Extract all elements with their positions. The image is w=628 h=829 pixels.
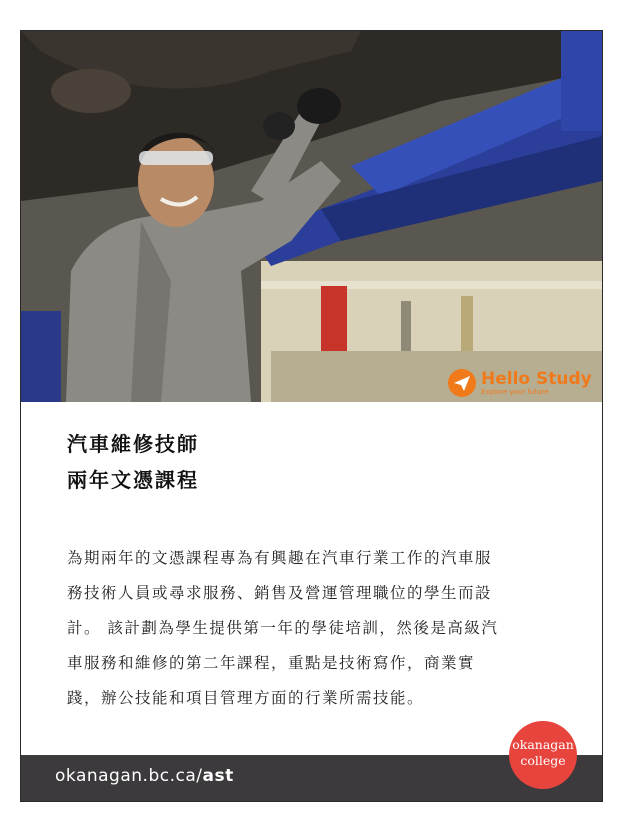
description-line: 車服務和維修的第二年課程，重點是技術寫作，商業實 <box>67 654 476 672</box>
watermark-tagline: Explore your future <box>481 388 549 396</box>
description-line: 務技術人員或尋求服務、銷售及營運管理職位的學生而設 <box>67 584 493 602</box>
program-title <box>67 426 199 498</box>
brochure-card <box>20 30 603 802</box>
description-line: 計。 該計劃為學生提供第一年的學徒培訓，然後是高級汽 <box>67 619 499 637</box>
hero-photo <box>21 31 602 402</box>
title-line-1: 汽車維修技師 <box>67 432 199 456</box>
watermark-brand: Hello Study <box>481 369 592 389</box>
hello-study-watermark <box>447 366 597 400</box>
mechanic-under-car-illustration <box>21 31 602 402</box>
url-prefix: okanagan.bc.ca/ <box>55 766 203 786</box>
website-link[interactable] <box>55 766 234 786</box>
description-line: 為期兩年的文憑課程專為有興趣在汽車行業工作的汽車服 <box>67 549 493 567</box>
title-line-2: 兩年文憑課程 <box>67 468 199 492</box>
paper-plane-icon <box>447 368 477 398</box>
logo-line-2: college <box>520 753 566 768</box>
logo-line-1: okanagan <box>512 737 574 752</box>
program-description <box>67 541 557 716</box>
description-line: 踐，辦公技能和項目管理方面的行業所需技能。 <box>67 689 425 707</box>
url-suffix: ast <box>202 766 234 786</box>
okanagan-college-logo <box>509 721 577 789</box>
